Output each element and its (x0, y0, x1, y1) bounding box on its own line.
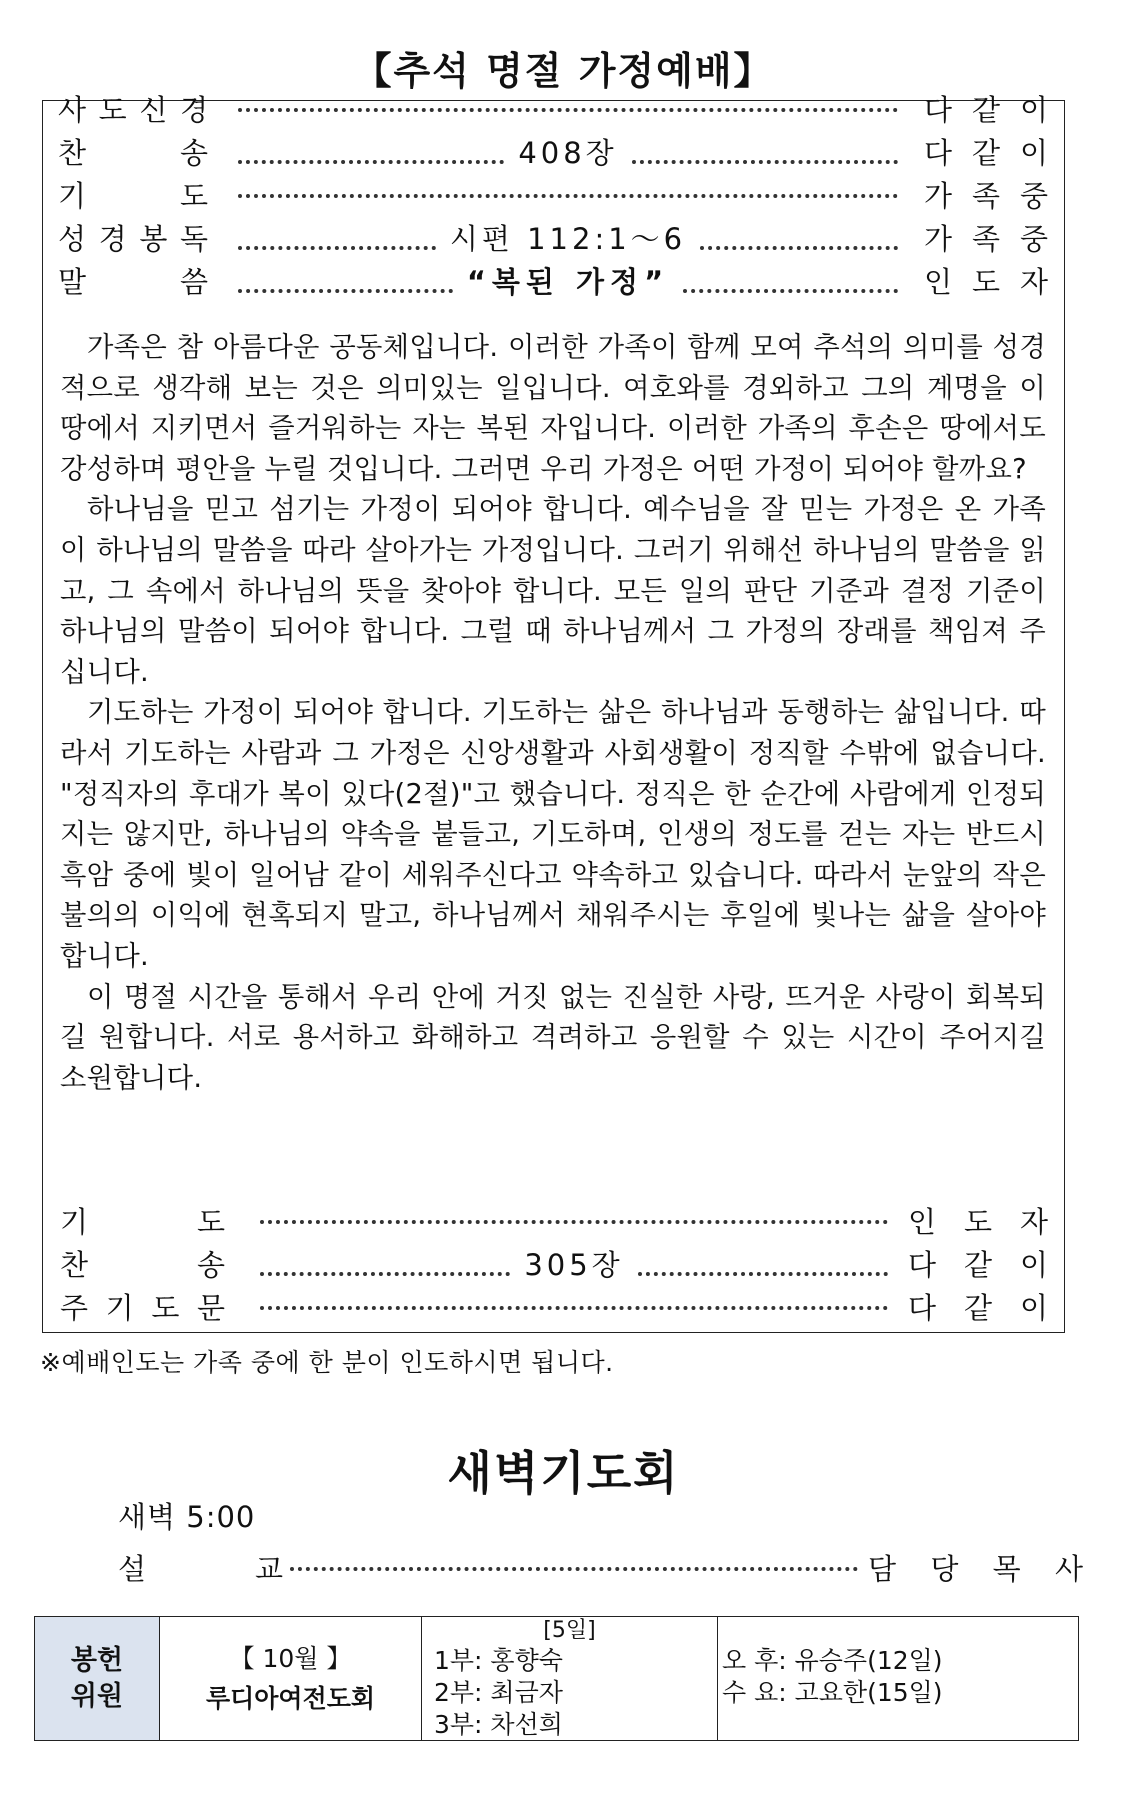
offering-other-item: 수 요: 고요한(15일) (722, 1678, 943, 1707)
closing-row-prayer (60, 1200, 1048, 1244)
sermon-title: “복된 가정” (466, 265, 670, 299)
dawn-prayer-time: 새벽 5:00 (118, 1500, 256, 1534)
closing-row-lords-prayer (60, 1286, 1048, 1330)
sermon-body (60, 328, 1046, 1099)
offering-other-services-cell (718, 1617, 1079, 1741)
offering-committee-table (34, 1616, 1079, 1741)
offering-group: 루디아여전도회 (205, 1683, 376, 1713)
dawn-sermon-leader: 담 당 목 사 (868, 1552, 1083, 1586)
dawn-prayer-title: 새벽기도회 (447, 1446, 680, 1500)
offering-service-item: 1부: 홍향숙 (434, 1646, 563, 1675)
order-leader: 다 같 이 (908, 1248, 1048, 1282)
order-row-creed (58, 88, 1048, 132)
closing-row-hymn (60, 1243, 1048, 1287)
order-label: 기 도 (58, 179, 208, 213)
order-row-scripture (58, 217, 1048, 261)
order-label: 기 도 (60, 1205, 225, 1239)
worship-title: 【추석 명절 가정예배】 (353, 49, 774, 93)
order-leader: 인 도 자 (908, 1205, 1048, 1239)
offering-month: 【 10월 】 (229, 1643, 352, 1673)
order-leader: 다 같 이 (924, 93, 1048, 127)
offering-service-item: 2부: 최금자 (434, 1678, 563, 1707)
order-label: 사 도 신 경 (58, 93, 208, 127)
order-row-prayer (58, 174, 1048, 218)
offering-other-item: 오 후: 유승주(12일) (722, 1646, 943, 1675)
dawn-sermon-row (118, 1547, 1083, 1591)
hymn-number: 305장 (524, 1248, 624, 1282)
sermon-paragraph: 기도하는 가정이 되어야 합니다. 기도하는 삶은 하나님과 동행하는 삶입니다. 따라서 기도하는 사람과 그 가정은 신앙생활과 사회생활이 정직할 수밖에 없습니다. "정직자의 후대가 복이 있다(2절)"고 했습니다. 정직은 한 순간에 사람에게 인정되지는 않지만, 하나님의 약속을 붙들고, 기도하며, 인생의 정도를 걷는 자는 반드시 흑암 중에 빛이 일어남 같이 세워주신다고 약속하고 있습니다. 따라서 눈앞의 작은 불의의 이익에 현혹되지 말고, 하나님께서 채워주시는 후일에 빛나는 삶을 살아야 합니다. (60, 697, 1046, 972)
order-leader: 가 족 중 (924, 179, 1048, 213)
order-label: 말 씀 (58, 265, 208, 299)
order-leader: 인 도 자 (924, 265, 1048, 299)
offering-service-item: 3부: 차선희 (434, 1710, 563, 1739)
order-leader: 가 족 중 (924, 222, 1048, 256)
order-row-hymn (58, 131, 1048, 175)
scripture-reference: 시편 112:1～6 (449, 222, 687, 256)
sermon-paragraph: 이 명절 시간을 통해서 우리 안에 거짓 없는 진실한 사랑, 뜨거운 사랑이 회복되길 원합니다. 서로 용서하고 화해하고 격려하고 응원할 수 있는 시간이 주어지길 소원합니다. (60, 981, 1046, 1094)
offering-date-tag: [5일] (543, 1618, 596, 1643)
offering-head-cell: 봉헌 위원 (35, 1617, 160, 1741)
order-label: 찬 송 (58, 136, 208, 170)
offering-services-cell (422, 1617, 718, 1741)
sermon-paragraph: 가족은 참 아름다운 공동체입니다. 이러한 가족이 함께 모여 추석의 의미를 성경적으로 생각해 보는 것은 의미있는 일입니다. 여호와를 경외하고 그의 계명을 이 땅에서 지키면서 즐거워하는 자는 복된 자입니다. 이러한 가족의 후손은 땅에서도 강성하며 평안을 누릴 것입니다. 그러면 우리 가정은 어떤 가정이 되어야 할까요? (60, 332, 1046, 485)
order-leader: 다 같 이 (908, 1291, 1048, 1325)
dawn-sermon-label: 설 교 (118, 1552, 283, 1586)
order-leader: 다 같 이 (924, 136, 1048, 170)
sermon-paragraph: 하나님을 믿고 섬기는 가정이 되어야 합니다. 예수님을 잘 믿는 가정은 온 가족이 하나님의 말씀을 따라 살아가는 가정입니다. 그러기 위해선 하나님의 말씀을 읽고, 그 속에서 하나님의 뜻을 찾아야 합니다. 모든 일의 판단 기준과 결정 기준이 하나님의 말씀이 되어야 합니다. 그럴 때 하나님께서 그 가정의 장래를 책임져 주십니다. (60, 494, 1046, 688)
order-label: 찬 송 (60, 1248, 225, 1282)
order-label: 주 기 도 문 (60, 1291, 225, 1325)
offering-month-cell (160, 1617, 422, 1741)
order-row-sermon (58, 260, 1048, 304)
hymn-number: 408장 (518, 136, 618, 170)
worship-note: ※예배인도는 가족 중에 한 분이 인도하시면 됩니다. (40, 1348, 614, 1377)
order-label: 성 경 봉 독 (58, 222, 208, 256)
